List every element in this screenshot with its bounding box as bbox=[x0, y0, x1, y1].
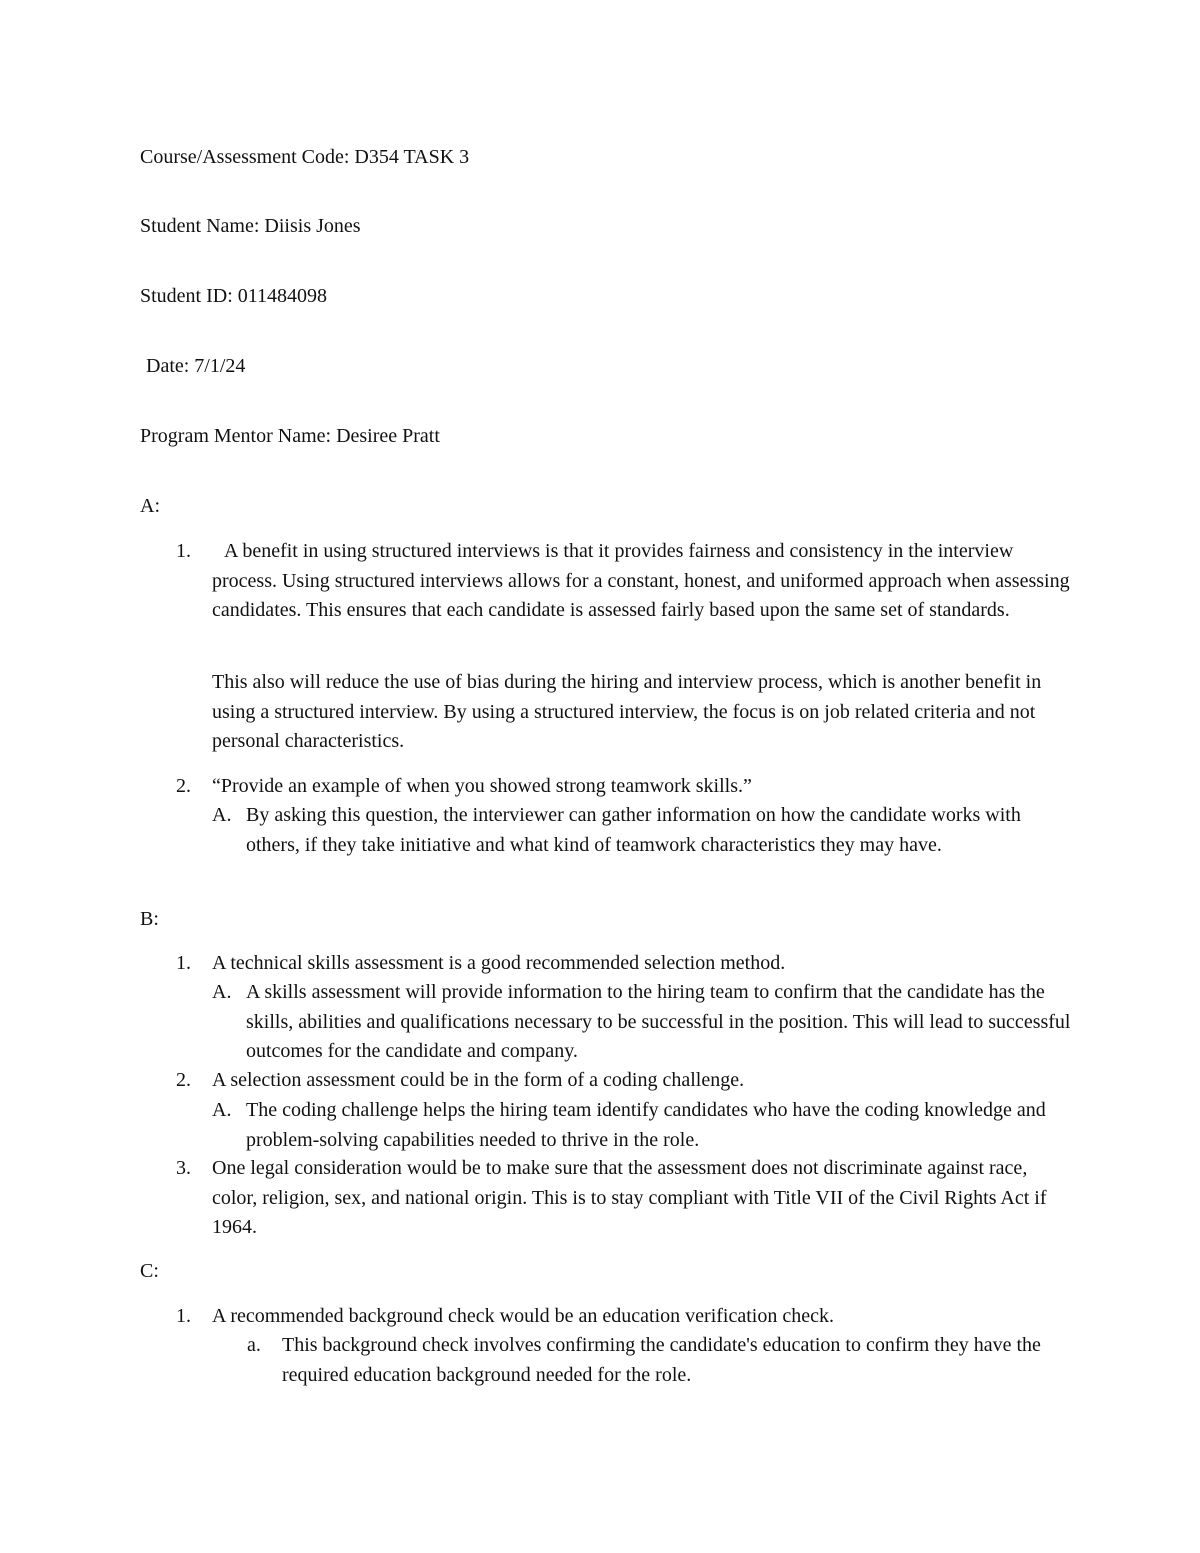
list-item-paragraph: This also will reduce the use of bias during the hiring and interview process, which is another benefit in using a structured interview. By using a structured interview, the focus is on job related criteria and not personal characteristics. bbox=[212, 671, 1042, 752]
list-marker: 1. bbox=[176, 1305, 191, 1327]
sub-list-marker: a. bbox=[247, 1334, 261, 1356]
student-name: Student Name: Diisis Jones bbox=[140, 215, 361, 237]
list-item-text: A recommended background check would be an education verification check. bbox=[212, 1305, 834, 1327]
list-marker: 3. bbox=[176, 1157, 191, 1179]
section-b-label: B: bbox=[140, 908, 159, 930]
sub-list-marker: A. bbox=[212, 1099, 232, 1121]
sub-list-text: The coding challenge helps the hiring team identify candidates who have the coding knowledge and problem-solving capabilities needed to thrive in the role. bbox=[246, 1099, 1046, 1151]
sub-list-text: By asking this question, the interviewer can gather information on how the candidate works with others, if they take initiative and what kind of teamwork characteristics they may have. bbox=[246, 804, 1021, 856]
list-item-text: A technical skills assessment is a good recommended selection method. bbox=[212, 952, 786, 974]
list-item-text: A benefit in using structured interviews is that it provides fairness and consistency in the interview process. Using structured interviews allows for a constant, honest, and uniformed approach when assessing candidates. This ensures that each candidate is assessed fairly based upon the same set of standards. bbox=[212, 540, 1070, 621]
sub-list-marker: A. bbox=[212, 804, 232, 826]
course-code: Course/Assessment Code: D354 TASK 3 bbox=[140, 146, 470, 168]
list-marker: 1. bbox=[176, 952, 191, 974]
section-a-label: A: bbox=[140, 495, 160, 517]
student-id: Student ID: 011484098 bbox=[140, 285, 328, 307]
sub-list-marker: A. bbox=[212, 981, 232, 1003]
list-item-text: A selection assessment could be in the form of a coding challenge. bbox=[212, 1069, 745, 1091]
date: Date: 7/1/24 bbox=[146, 355, 246, 377]
list-item-text: One legal consideration would be to make sure that the assessment does not discriminate against race, color, religion, sex, and national origin. This is to stay compliant with Title VII of the Civil Rights Act if 1964. bbox=[212, 1157, 1047, 1238]
list-item-text: “Provide an example of when you showed strong teamwork skills.” bbox=[212, 775, 752, 797]
mentor-name: Program Mentor Name: Desiree Pratt bbox=[140, 425, 440, 447]
list-marker: 2. bbox=[176, 775, 191, 797]
sub-list-text: This background check involves confirming the candidate's education to confirm they have the required education background needed for the role. bbox=[282, 1334, 1041, 1386]
sub-list-text: A skills assessment will provide information to the hiring team to confirm that the candidate has the skills, abilities and qualifications necessary to be successful in the position. This will lead to successful outcomes for the candidate and company. bbox=[246, 981, 1071, 1062]
list-marker: 2. bbox=[176, 1069, 191, 1091]
section-c-label: C: bbox=[140, 1260, 159, 1282]
list-marker: 1. bbox=[176, 540, 191, 562]
